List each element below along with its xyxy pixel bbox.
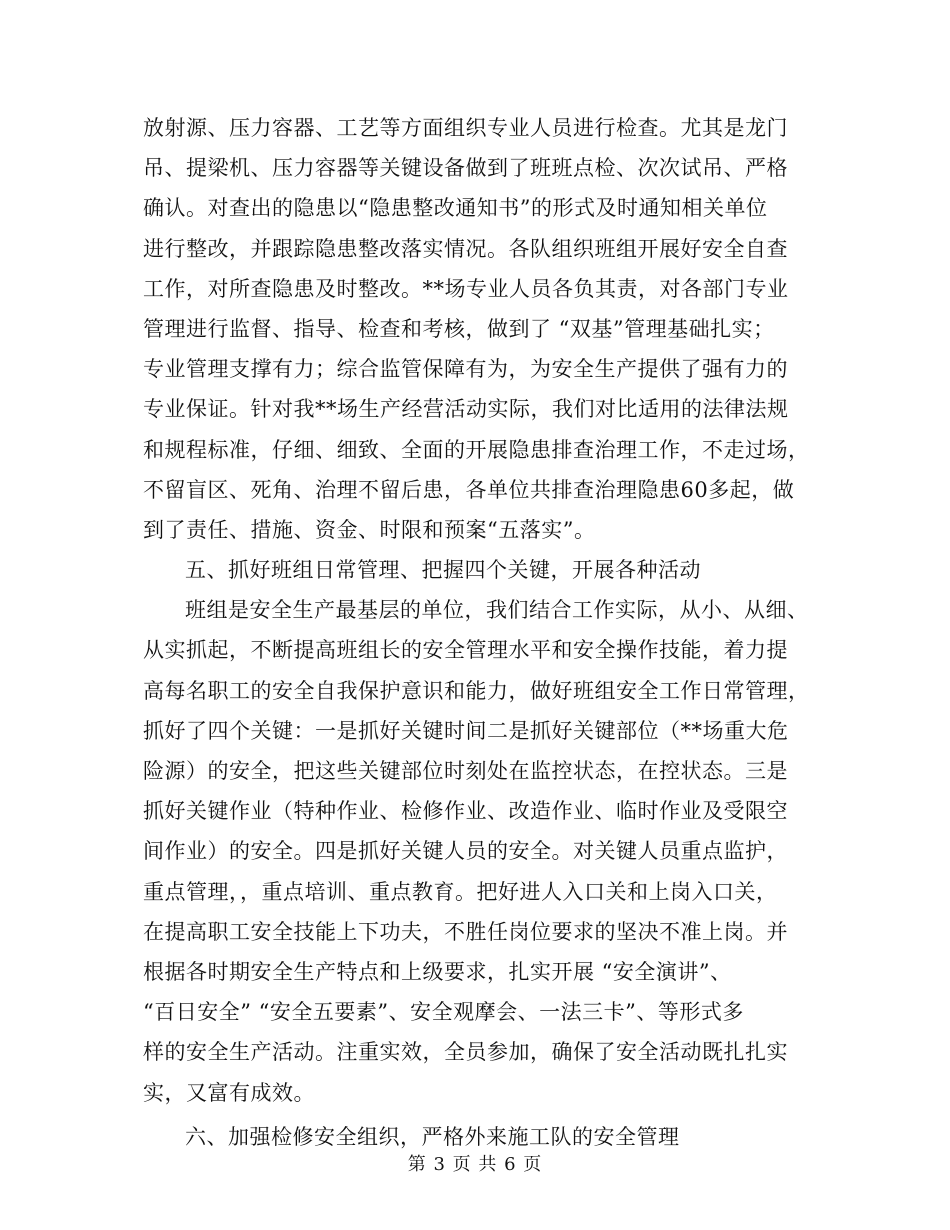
paragraph-line: “百日安全” “安全五要素”、安全观摩会、一法三卡”、等形式多: [143, 1000, 744, 1025]
paragraph-line: 专业管理支撑有力；综合监管保障有为，为安全生产提供了强有力的: [143, 357, 788, 382]
paragraph-line: 班组是安全生产最基层的单位，我们结合工作实际，从小、从细、: [185, 598, 809, 623]
body-text: [143, 108, 813, 1157]
page-number: 第 3 页 共 6 页: [407, 1154, 543, 1175]
paragraph-line: 工作，对所查隐患及时整改。**场专业人员各负其责，对各部门专业: [143, 276, 789, 301]
paragraph-line: 在提高职工安全技能上下功夫，不胜任岗位要求的坚决不准上岗。并: [143, 919, 788, 944]
paragraph-line: 和规程标准，仔细、细致、全面的开展隐患排查治理工作，不走过场，: [143, 437, 810, 462]
paragraph-line: 重点管理，，重点培训、重点教育。把好进人入口关和上岗入口关，: [143, 879, 778, 904]
paragraph-line: 专业保证。针对我**场生产经营活动实际，我们对比适用的法律法规: [143, 397, 789, 422]
paragraph-line: 间作业）的安全。四是抓好关键人员的安全。对关键人员重点监护，: [143, 839, 788, 864]
paragraph-line: 进行整改，并跟踪隐患整改落实情况。各队组织班组开展好安全自查: [143, 236, 788, 261]
paragraph-line: 吊、提梁机、压力容器等关键设备做到了班班点检、次次试吊、严格: [143, 156, 788, 181]
paragraph-line: 高每名职工的安全自我保护意识和能力，做好班组安全工作日常管理，: [143, 678, 810, 703]
paragraph-line: 抓好了四个关键：一是抓好关键时间二是抓好关键部位（**场重大危: [143, 718, 789, 743]
paragraph-line: 确认。对查出的隐患以“隐患整改通知书”的形式及时通知相关单位: [143, 196, 768, 221]
paragraph-line: 不留盲区、死角、治理不留后患，各单位共排查治理隐患60多起，做: [143, 477, 795, 502]
paragraph-line: 根据各时期安全生产特点和上级要求，扎实开展 “安全演讲”、: [143, 959, 732, 984]
paragraph-line: 放射源、压力容器、工艺等方面组织专业人员进行检查。尤其是龙门: [143, 116, 788, 140]
paragraph-line: 实，又富有成效。: [143, 1080, 315, 1105]
paragraph-line: 险源）的安全，把这些关键部位时刻处在监控状态，在控状态。三是: [143, 759, 788, 783]
paragraph-line: 从实抓起，不断提高班组长的安全管理水平和安全操作技能，着力提: [143, 638, 788, 663]
paragraph-line: 到了责任、措施、资金、时限和预案“五落实”。: [143, 517, 596, 542]
paragraph-line: 管理进行监督、指导、检查和考核，做到了 “双基”管理基础扎实；: [143, 316, 775, 341]
section-heading: 六、加强检修安全组织，严格外来施工队的安全管理: [185, 1124, 680, 1149]
section-heading: 五、抓好班组日常管理、把握四个关键，开展各种活动: [185, 558, 701, 583]
paragraph-line: 抓好关键作业（特种作业、检修作业、改造作业、临时作业及受限空: [143, 799, 788, 824]
paragraph-line: 样的安全生产活动。注重实效，全员参加，确保了安全活动既扎扎实: [143, 1040, 788, 1065]
